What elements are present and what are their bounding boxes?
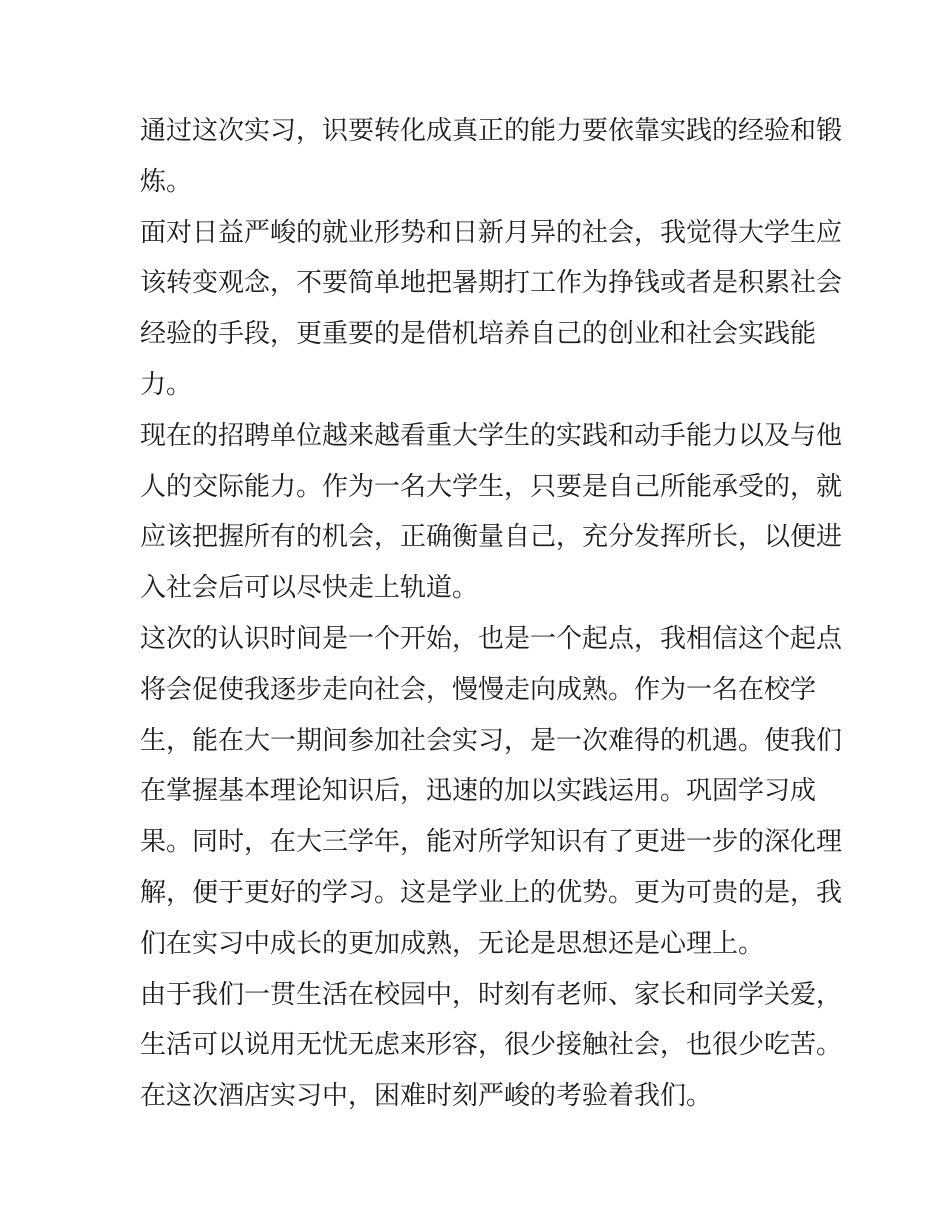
text-line: 通过这次实习，识要转化成真正的能力要依靠实践的经验和锻	[140, 116, 843, 146]
text-line: 面对日益严峻的就业形势和日新月异的社会，我觉得大学生应	[140, 217, 843, 248]
text-line: 人的交际能力。作为一名大学生，只要是自己所能承受的，就	[140, 471, 843, 502]
text-line: 生活可以说用无忧无虑来形容，很少接触社会，也很少吃苦。	[140, 1030, 843, 1061]
text-line: 生，能在大一期间参加社会实习，是一次难得的机遇。使我们	[140, 725, 843, 756]
text-line: 该转变观念，不要简单地把暑期打工作为挣钱或者是积累社会	[140, 268, 843, 299]
text-line: 应该把握所有的机会，正确衡量自己，充分发挥所长，以便进	[140, 522, 843, 553]
text-line: 们在实习中成长的更加成熟，无论是思想还是心理上。	[140, 928, 765, 959]
text-line: 果。同时，在大三学年，能对所学知识有了更进一步的深化理	[140, 827, 843, 858]
text-line: 这次的认识时间是一个开始，也是一个起点，我相信这个起点	[140, 623, 843, 654]
document-body	[140, 106, 843, 1122]
text-line: 力。	[140, 369, 193, 400]
text-line: 在这次酒店实习中，困难时刻严峻的考验着我们。	[140, 1081, 713, 1112]
text-line: 经验的手段，更重要的是借机培养自己的创业和社会实践能	[140, 319, 817, 350]
text-line: 由于我们一贯生活在校园中，时刻有老师、家长和同学关爱，	[140, 979, 843, 1010]
text-line: 现在的招聘单位越来越看重大学生的实践和动手能力以及与他	[140, 420, 843, 451]
text-line: 将会促使我逐步走向社会，慢慢走向成熟。作为一名在校学	[140, 674, 817, 705]
text-line: 解，便于更好的学习。这是学业上的优势。更为可贵的是，我	[140, 877, 843, 908]
text-line: 炼。	[140, 166, 193, 197]
text-line: 入社会后可以尽快走上轨道。	[140, 573, 479, 604]
text-line: 在掌握基本理论知识后，迅速的加以实践运用。巩固学习成	[140, 776, 817, 807]
